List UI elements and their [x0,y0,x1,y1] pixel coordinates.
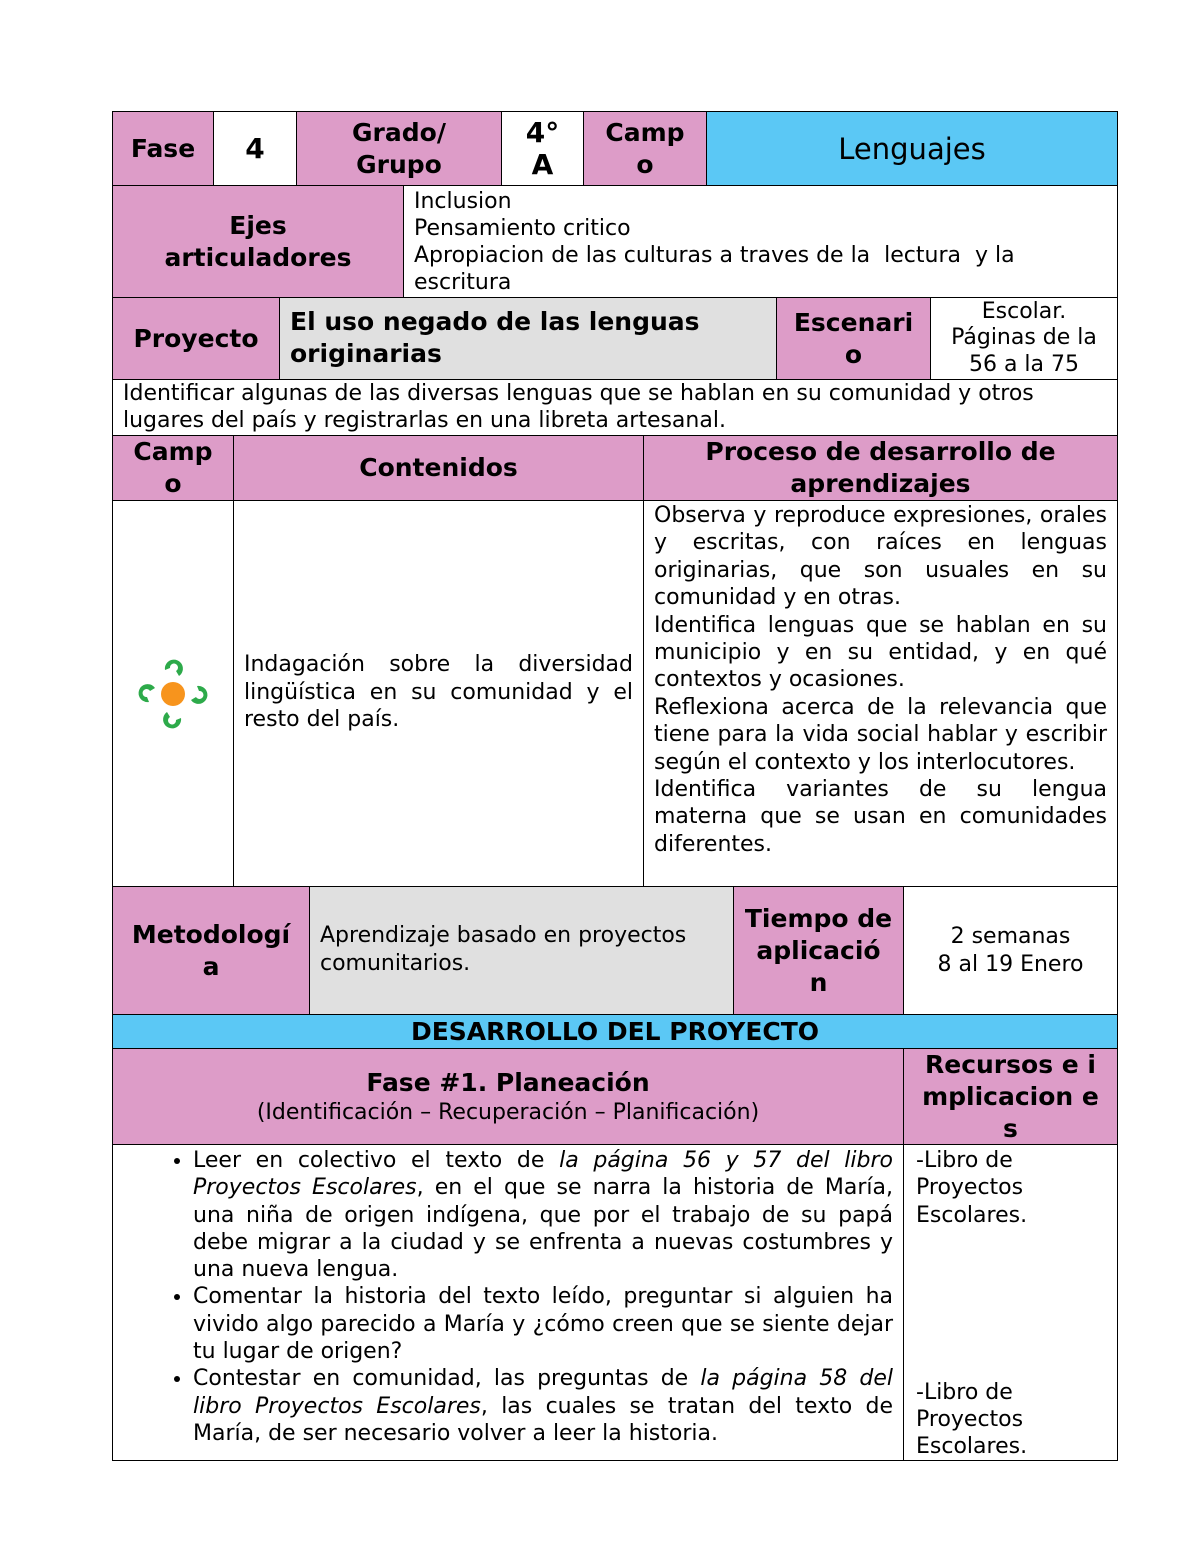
recursos-label: Recursos e implicacion es [922,1049,1099,1143]
proyecto-title-cell [279,297,777,380]
desarrollo-title-cell [112,1014,1118,1049]
metodologia-label-cell [112,886,310,1015]
desarrollo-title: DESARROLLO DEL PROYECTO [410,1016,820,1046]
grado-label: Grado/ Grupo [352,117,446,179]
actividades-cell [112,1144,904,1461]
grado-label-cell [296,111,502,186]
col-campo-label: Camp o [133,437,213,498]
campo-label-cell [583,111,707,186]
campo-label: Camp o [605,117,685,179]
objetivo-text: Identificar algunas de las diversas lenguas que se hablan en su comunidad y otros lugares del país y registrarlas en una libreta artesanal. [123,381,1034,433]
grado-value-cell [501,111,584,186]
proceso-item: Reflexiona acerca de la relevancia que tiene para la vida social hablar y escribir según el contexto y los interlocutores. [654,694,1107,775]
fase-value: 4 [245,131,265,165]
col-campo-header [112,435,234,501]
ejes-item: Pensamiento critico [414,216,631,241]
tiempo-value-cell [903,886,1118,1015]
col-contenidos-label: Contenidos [359,453,518,482]
objetivo-cell [112,379,1118,436]
fase-planeacion-cell [112,1048,904,1145]
proceso-item: Identifica variantes de su lengua materna que se usan en comunidades diferentes. [654,777,1107,857]
contenido-cell [233,500,644,887]
ejes-item: Apropiacion de las culturas a traves de la lectura y la escritura [414,243,1022,295]
tiempo-label-cell [733,886,904,1015]
proceso-item: Identifica lenguas que se hablan en su municipio y en su entidad, y en qué contextos y ocasiones. [654,612,1107,693]
actividad-item: • Comentar la historia del texto leído, preguntar si alguien ha vivido algo parecido a María y ¿cómo creen que se siente dejar tu lugar de origen? [193,1283,893,1365]
ejes-label-cell [112,185,404,298]
ejes-list-cell [403,185,1118,298]
tiempo-label: Tiempo de aplicació n [744,903,893,997]
campo-icon-cell [112,500,234,887]
col-proceso-header [643,435,1118,501]
contenido-text: Indagación sobre la diversidad lingüística en su comunidad y el resto del país. [244,652,633,733]
escenario-label-cell [776,297,931,380]
escenario-value-cell [930,297,1118,380]
fase-value-cell [213,111,297,186]
metodologia-label: Metodologí a [131,919,291,981]
lenguajes-campo-icon [133,654,213,734]
metodologia-value-cell [309,886,734,1015]
campo-value-cell [706,111,1118,186]
escenario-value: Escolar. Páginas de la 56 a la 75 [951,298,1097,377]
metodologia-value: Aprendizaje basado en proyectos comunitarios. [320,923,687,976]
proyecto-title: El uso negado de las lenguas originarias [290,307,700,368]
proyecto-label: Proyecto [133,323,259,353]
fase-label-cell [112,111,214,186]
tiempo-line1: 2 semanas [950,924,1071,949]
ejes-item: Inclusion [414,189,512,214]
col-proceso-label: Proceso de desarrollo de aprendizajes [705,437,1056,498]
fase-planeacion-subtitle: (Identificación – Recuperación – Planificación) [256,1099,760,1125]
tiempo-line2: 8 al 19 Enero [937,951,1084,977]
ejes-label: Ejes articuladores [164,210,352,272]
escenario-label: Escenari o [793,307,914,369]
col-contenidos-header [233,435,644,501]
recursos-cell [903,1144,1118,1461]
proceso-item: Observa y reproduce expresiones, orales y escritas, con raíces en lenguas originarias, que son usuales en su comunidad y en otras. [654,503,1107,611]
recursos-label-cell [903,1048,1118,1145]
actividad-item: • Contestar en comunidad, las preguntas de la página 58 del libro Proyectos Escolares, las cuales se tratan del texto de María, de ser necesario volver a leer la historia. [193,1365,893,1447]
grado-value: 4° A [525,115,560,181]
proyecto-label-cell [112,297,280,380]
fase-label: Fase [130,133,196,163]
proceso-cell [643,500,1118,887]
campo-value: Lenguajes [838,131,986,166]
recurso-item: -Libro de Proyectos Escolares. [916,1379,1028,1460]
actividades-list [113,1147,893,1447]
actividad-item: • Leer en colectivo el texto de la página 56 y 57 del libro Proyectos Escolares, en el que se narra la historia de María, una niña de origen indígena, que por el trabajo de su papá debe migrar a la ciudad y se enfrenta a nuevas costumbres y una nueva lengua. [193,1147,893,1283]
recurso-item: -Libro de Proyectos Escolares. [916,1148,1028,1228]
fase-planeacion-title: Fase #1. Planeación [366,1067,650,1097]
